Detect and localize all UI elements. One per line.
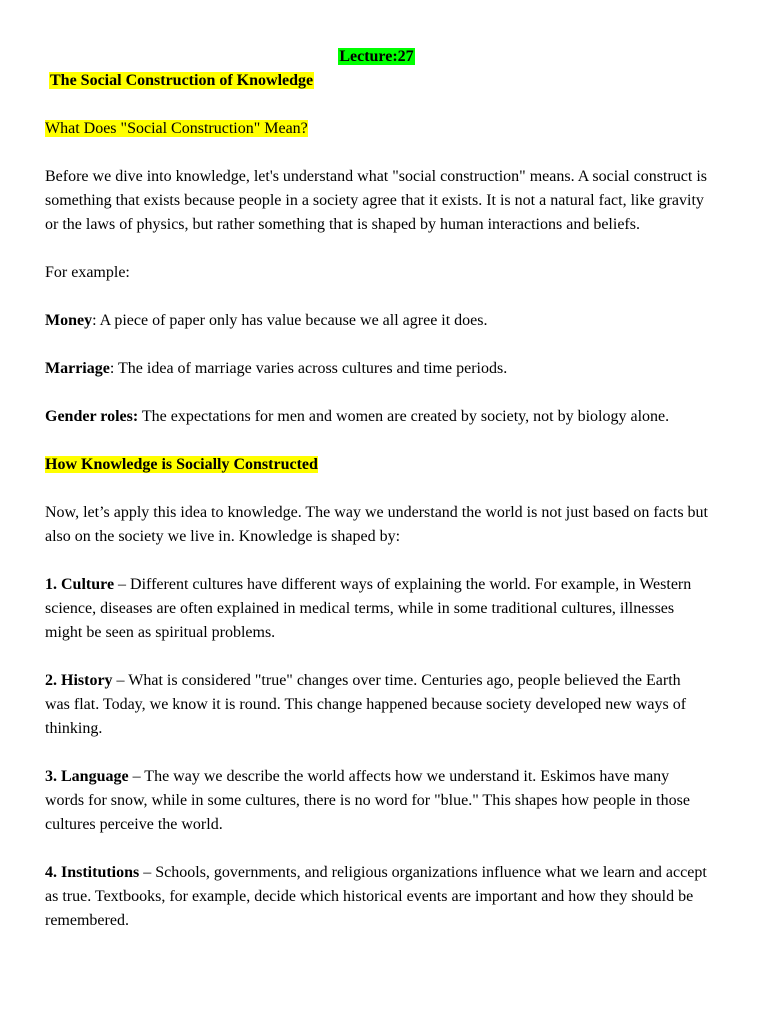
example-item	[45, 309, 708, 333]
list-item-text: – Different cultures have different ways of explaining the world. For example, in Western science, diseases are often explained in medical terms, while in some traditional cultures, illnesses might be seen as spiritual problems.	[45, 576, 692, 641]
example-lead: For example:	[45, 264, 130, 281]
list-item	[45, 765, 708, 837]
example-term: Money	[45, 312, 93, 329]
example-term: Gender roles:	[45, 408, 139, 425]
list-item	[45, 573, 708, 645]
example-item	[45, 405, 708, 429]
example-text: : The idea of marriage varies across cultures and time periods.	[109, 360, 508, 377]
list-item-text: – The way we describe the world affects how we understand it. Eskimos have many words for snow, while in some cultures, there is no word for "blue." This shapes how people in those cultures perceive the world.	[45, 768, 690, 833]
list-item-text: – Schools, governments, and religious organizations influence what we learn and accept as true. Textbooks, for example, decide which historical events are important and how they should be remembered.	[45, 864, 707, 929]
example-text: : A piece of paper only has value because we all agree it does.	[92, 312, 488, 329]
example-term: Marriage	[45, 360, 110, 377]
spacer	[45, 93, 708, 117]
list-item-term: 3. Language	[45, 768, 129, 785]
list-item-term: 1. Culture	[45, 576, 115, 593]
example-item	[45, 357, 708, 381]
section2-intro: Now, let’s apply this idea to knowledge. The way we understand the world is not just based on facts but also on the society we live in. Knowledge is shaped by:	[45, 504, 708, 545]
section1-intro: Before we dive into knowledge, let's understand what "social construction" means. A social construct is something that exists because people in a society agree that it exists. It is not a natural fact, like gravity or the laws of physics, but rather something that is shaped by human interactions and beliefs.	[45, 168, 708, 233]
list-item-text: – What is considered "true" changes over time. Centuries ago, people believed the Earth was flat. Today, we know it is round. This change happened because society developed new ways of thinking.	[45, 672, 687, 737]
title-line	[49, 69, 708, 93]
example-text: The expectations for men and women are created by society, not by biology alone.	[138, 408, 670, 425]
list-item-term: 2. History	[45, 672, 113, 689]
section2-heading: How Knowledge is Socially Constructed	[45, 456, 318, 473]
lecture-label-line	[45, 45, 708, 69]
list-item-term: 4. Institutions	[45, 864, 140, 881]
list-item	[45, 669, 708, 741]
section2-heading-line	[45, 453, 708, 477]
list-item	[45, 861, 708, 933]
document-title: The Social Construction of Knowledge	[50, 72, 314, 89]
section1-heading: What Does "Social Construction" Mean?	[45, 120, 308, 137]
lecture-label: Lecture:27	[339, 48, 414, 65]
section1-heading-line	[45, 117, 708, 141]
